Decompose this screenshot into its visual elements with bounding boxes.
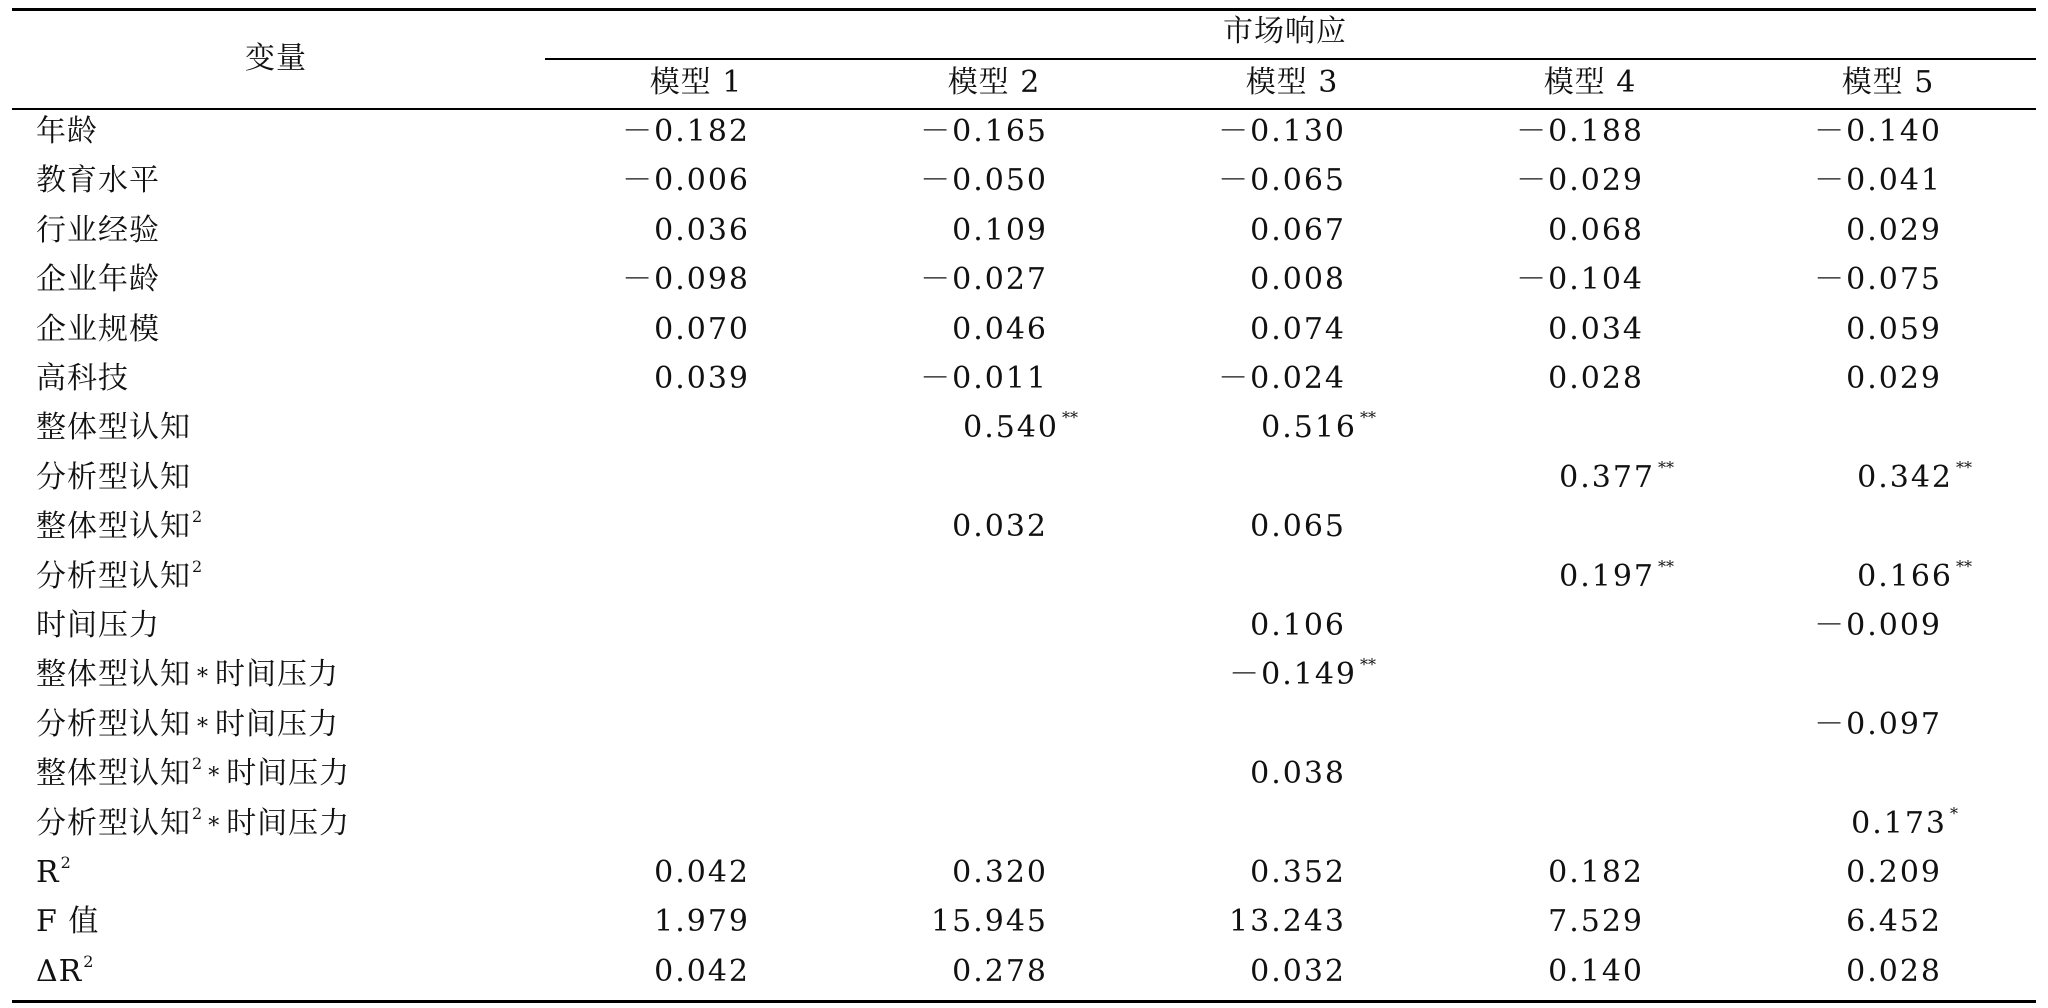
row-label-text: 行业经验	[36, 213, 160, 248]
header-bottom-rule	[12, 108, 2036, 110]
cell-value: －0.165	[920, 114, 1048, 149]
cell-value: －0.149	[1229, 657, 1357, 692]
table-cell	[1384, 213, 1644, 248]
cell-value: 0.036	[654, 213, 750, 248]
cell-value: －0.130	[1218, 114, 1346, 149]
model-header-5: 模型 5	[1841, 65, 1935, 100]
row-label-text: 时间压力	[36, 608, 160, 643]
table-cell	[490, 855, 750, 890]
cell-value: 0.070	[654, 312, 750, 347]
table-cell	[1682, 114, 1942, 149]
model-header-2: 模型 2	[947, 65, 1041, 100]
cell-value: 6.452	[1846, 904, 1942, 939]
cell-value: 0.140	[1548, 954, 1644, 989]
row-label	[36, 707, 339, 743]
cell-value: 7.529	[1548, 904, 1644, 939]
model-header-4: 模型 4	[1543, 65, 1637, 100]
table-cell	[490, 213, 750, 248]
cell-value: 0.516	[1261, 410, 1357, 445]
cell-value: 0.029	[1846, 213, 1942, 248]
table-cell	[490, 904, 750, 939]
row-label-text: 分析型认知	[36, 707, 191, 742]
row-label-superscript: 2	[192, 754, 203, 773]
table-cell	[490, 312, 750, 347]
table-cell	[1712, 557, 1972, 596]
table-cell	[1086, 608, 1346, 643]
row-label-text: 企业年龄	[36, 262, 160, 297]
table-cell	[788, 262, 1048, 297]
row-label-moderator: 时间压力	[215, 657, 339, 692]
cell-value: 0.067	[1250, 213, 1346, 248]
significance-marker: *	[1950, 804, 1958, 823]
row-label-text: 高科技	[36, 361, 129, 396]
table-cell	[1682, 904, 1942, 939]
cell-value: －0.011	[920, 361, 1048, 396]
row-label-text: 整体型认知	[36, 756, 191, 791]
significance-marker: **	[1956, 557, 1972, 576]
cell-value: 0.042	[654, 855, 750, 890]
cell-value: －0.140	[1814, 114, 1942, 149]
table-cell	[1384, 954, 1644, 989]
cell-value: －0.104	[1516, 262, 1644, 297]
significance-marker: **	[1360, 408, 1376, 427]
table-cell	[788, 312, 1048, 347]
table-cell	[818, 408, 1078, 447]
row-label-text: ΔR	[36, 954, 83, 989]
cell-value: －0.029	[1516, 163, 1644, 198]
table-cell	[1086, 509, 1346, 544]
row-label-text: 分析型认知	[36, 559, 191, 594]
cell-value: －0.041	[1814, 163, 1942, 198]
significance-marker: **	[1956, 458, 1972, 477]
cell-value: 0.109	[952, 213, 1048, 248]
row-label	[36, 657, 339, 693]
row-label	[36, 312, 160, 347]
significance-marker: **	[1360, 655, 1376, 674]
table-cell	[1086, 262, 1346, 297]
model-header-3: 模型 3	[1245, 65, 1339, 100]
row-label-text: 年龄	[36, 114, 98, 149]
cell-value: 0.028	[1548, 361, 1644, 396]
cell-value: 0.038	[1250, 756, 1346, 791]
table-cell	[1712, 458, 1972, 497]
cell-value: 0.059	[1846, 312, 1942, 347]
row-label	[36, 608, 160, 643]
table-cell	[1086, 361, 1346, 396]
table-cell	[490, 954, 750, 989]
row-label	[36, 904, 100, 939]
table-cell	[788, 509, 1048, 544]
interaction-symbol: *	[197, 715, 209, 740]
interaction-symbol: *	[208, 814, 221, 839]
table-cell	[1698, 804, 1958, 843]
row-label	[36, 213, 160, 248]
cell-value: －0.182	[622, 114, 750, 149]
table-cell	[788, 855, 1048, 890]
table-cell	[1682, 608, 1942, 643]
cell-value: 0.173	[1851, 806, 1947, 841]
cell-value: 0.182	[1548, 855, 1644, 890]
cell-value: －0.097	[1814, 707, 1942, 742]
cell-value: 0.352	[1250, 855, 1346, 890]
row-label-superscript: 2	[192, 507, 203, 526]
cell-value: 15.945	[931, 904, 1048, 939]
table-cell	[490, 361, 750, 396]
row-label	[36, 804, 351, 843]
cell-value: 0.320	[952, 855, 1048, 890]
row-label-text: 企业规模	[36, 312, 160, 347]
market-response-group-header: 市场响应	[1223, 14, 1347, 49]
table-cell	[490, 262, 750, 297]
table-cell	[1086, 163, 1346, 198]
cell-value: －0.024	[1218, 361, 1346, 396]
table-cell	[1086, 213, 1346, 248]
cell-value: －0.009	[1814, 608, 1942, 643]
cell-value: 0.028	[1846, 954, 1942, 989]
table-cell	[1086, 114, 1346, 149]
row-label	[36, 557, 203, 596]
row-label	[36, 754, 351, 793]
row-label-moderator: 时间压力	[215, 707, 339, 742]
cell-value: 0.046	[952, 312, 1048, 347]
table-cell	[1384, 114, 1644, 149]
table-cell	[788, 361, 1048, 396]
cell-value: 0.008	[1250, 262, 1346, 297]
table-cell	[1682, 262, 1942, 297]
row-label-text: 教育水平	[36, 163, 160, 198]
table-cell	[788, 213, 1048, 248]
cell-value: 0.106	[1250, 608, 1346, 643]
table-cell	[1384, 312, 1644, 347]
row-label	[36, 410, 191, 445]
cell-value: 0.074	[1250, 312, 1346, 347]
table-cell	[1116, 408, 1376, 447]
row-label	[36, 114, 98, 149]
row-label-superscript: 2	[192, 804, 203, 823]
table-cell	[1682, 213, 1942, 248]
row-label-text: 整体型认知	[36, 410, 191, 445]
cell-value: 0.032	[952, 509, 1048, 544]
table-cell	[788, 114, 1048, 149]
table-cell	[788, 904, 1048, 939]
table-cell	[1384, 163, 1644, 198]
row-label-text: 整体型认知	[36, 657, 191, 692]
row-label	[36, 853, 71, 892]
table-cell	[1682, 163, 1942, 198]
cell-value: 0.039	[654, 361, 750, 396]
table-cell	[1682, 855, 1942, 890]
cell-value: 0.029	[1846, 361, 1942, 396]
significance-marker: **	[1658, 458, 1674, 477]
table-cell	[788, 163, 1048, 198]
cell-value: －0.098	[622, 262, 750, 297]
cell-value: 0.034	[1548, 312, 1644, 347]
row-label	[36, 507, 203, 546]
row-label-text: F 值	[36, 904, 100, 939]
table-cell	[1414, 557, 1674, 596]
table-top-rule	[12, 8, 2036, 11]
cell-value: －0.188	[1516, 114, 1644, 149]
table-cell	[1414, 458, 1674, 497]
table-cell	[1086, 312, 1346, 347]
cell-value: －0.006	[622, 163, 750, 198]
table-cell	[490, 163, 750, 198]
cell-value: 0.065	[1250, 509, 1346, 544]
variable-column-header: 变量	[245, 41, 307, 76]
row-label-moderator: 时间压力	[226, 756, 351, 791]
row-label-text: 整体型认知	[36, 509, 191, 544]
cell-value: 1.979	[654, 904, 750, 939]
table-cell	[1086, 855, 1346, 890]
row-label	[36, 163, 160, 198]
table-cell	[1384, 855, 1644, 890]
row-label-text: 分析型认知	[36, 460, 191, 495]
table-cell	[1086, 756, 1346, 791]
row-label-moderator: 时间压力	[226, 806, 351, 841]
significance-marker: **	[1062, 408, 1078, 427]
table-cell	[1086, 904, 1346, 939]
cell-value: 13.243	[1229, 904, 1346, 939]
cell-value: 0.342	[1857, 460, 1953, 495]
row-label	[36, 460, 191, 495]
cell-value: －0.027	[920, 262, 1048, 297]
row-label	[36, 262, 160, 297]
row-label-superscript: 2	[192, 557, 203, 576]
row-label-superscript: 2	[60, 853, 71, 872]
cell-value: －0.050	[920, 163, 1048, 198]
group-header-rule	[545, 58, 2036, 60]
cell-value: 0.278	[952, 954, 1048, 989]
table-cell	[1682, 361, 1942, 396]
cell-value: －0.065	[1218, 163, 1346, 198]
cell-value: 0.197	[1559, 559, 1655, 594]
cell-value: 0.166	[1857, 559, 1953, 594]
model-header-1: 模型 1	[649, 65, 743, 100]
row-label-text: R	[36, 855, 60, 890]
table-cell	[1384, 361, 1644, 396]
cell-value: 0.032	[1250, 954, 1346, 989]
cell-value: 0.377	[1559, 460, 1655, 495]
table-cell	[1682, 312, 1942, 347]
table-cell	[1384, 262, 1644, 297]
interaction-symbol: *	[208, 764, 221, 789]
table-cell	[788, 954, 1048, 989]
cell-value: 0.068	[1548, 213, 1644, 248]
table-cell	[1086, 954, 1346, 989]
table-cell	[1682, 707, 1942, 742]
table-cell	[1384, 904, 1644, 939]
table-cell	[1682, 954, 1942, 989]
cell-value: 0.540	[963, 410, 1059, 445]
table-bottom-rule	[12, 1000, 2036, 1003]
row-label-superscript: 2	[83, 952, 94, 971]
table-cell	[1116, 655, 1376, 694]
cell-value: －0.075	[1814, 262, 1942, 297]
table-cell	[490, 114, 750, 149]
cell-value: 0.209	[1846, 855, 1942, 890]
cell-value: 0.042	[654, 954, 750, 989]
row-label	[36, 361, 129, 396]
interaction-symbol: *	[197, 665, 209, 690]
row-label-text: 分析型认知	[36, 806, 191, 841]
row-label	[36, 952, 94, 991]
significance-marker: **	[1658, 557, 1674, 576]
